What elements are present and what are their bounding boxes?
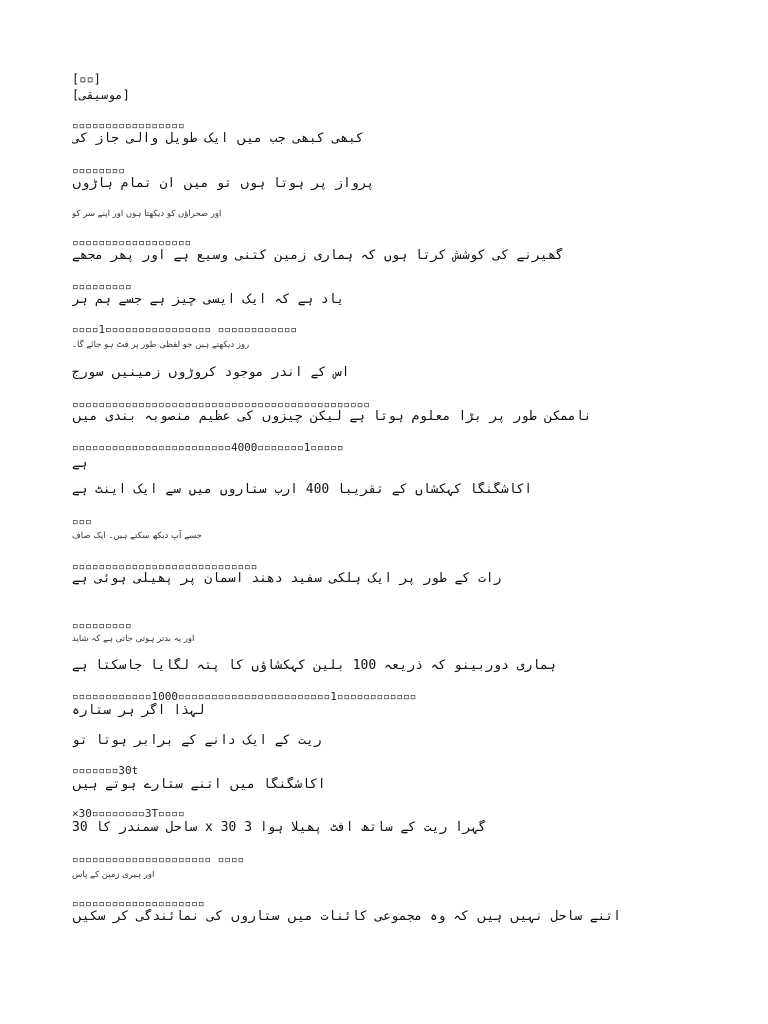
placeholder-line: ▫▫▫▫▫▫▫30t <box>72 764 139 777</box>
placeholder-line: ▫▫▫▫▫▫▫▫▫ <box>72 280 132 293</box>
transcript-line: آکاشگنگا میں اتنے ستارے ہوتے ہیں <box>72 777 326 792</box>
transcript-line-small: اور یہ بدتر ہوتی جاتی ہے کہ شاید <box>72 634 195 644</box>
transcript-line: ہماری دوربینو کہ ذریعہ 100 بلین کہکشاؤں کا پتہ لگایا جاسکتا ہے <box>72 658 556 673</box>
placeholder-line: ▫▫▫▫▫▫▫▫▫▫▫▫▫▫▫▫▫ <box>72 119 185 132</box>
placeholder-line: ▫▫▫▫▫▫▫▫▫▫▫▫▫▫▫▫▫▫▫▫▫▫▫▫4000▫▫▫▫▫▫▫1▫▫▫▫▫ <box>72 441 344 454</box>
transcript-line: 30 ساحل سمندر کا x 30 3 گہرا ریت کے ساتھ آفٹ پھیلا ہوا <box>72 820 487 835</box>
transcript-line: آکاشگنگا کہکشاں کے تقریباً 400 ارب ستاروں میں سے ایک اینٹ ہے <box>72 482 533 497</box>
transcript-line: اتنے ساحل نہیں ہیں کہ وہ مجموعی کائنات میں ستاروں کی نمائندگی کر سکیں <box>72 909 621 924</box>
transcript-line: یاد ہے کہ ایک ایسی چیز ہے جسے ہم ہر <box>72 292 345 307</box>
placeholder-line: ▫▫▫▫▫▫▫▫▫ <box>72 619 132 632</box>
placeholder-line: ×30▫▫▫▫▫▫▫▫3T▫▫▫▫ <box>72 807 185 820</box>
transcript-line-small: اور ہیری زمین کے پاس <box>72 870 155 880</box>
header-title: [موسیقی] <box>72 88 130 102</box>
placeholder-line: ▫▫▫▫▫▫▫▫▫▫▫▫▫▫▫▫▫▫▫▫ <box>72 897 205 910</box>
placeholder-line: ▫▫▫▫▫▫▫▫▫▫▫▫▫▫▫▫▫▫▫▫▫▫▫▫▫▫▫▫▫▫▫▫▫▫▫▫▫▫▫▫▫▫▫▫▫ <box>72 398 371 411</box>
transcript-line: اس کے اندر موجود کروڑوں زمینیں سورج <box>72 365 350 380</box>
transcript-line-small: اور صحراؤں کو دیکھتا ہوں اور اپنے سر کو <box>72 209 222 219</box>
placeholder-line: ▫▫▫▫▫▫▫▫▫▫▫▫▫▫▫▫▫▫▫▫▫ ▫▫▫▫ <box>72 853 245 866</box>
placeholder-line: ▫▫▫▫▫▫▫▫▫▫▫▫▫▫▫▫▫▫▫▫▫▫▫▫▫▫▫▫ <box>72 560 258 573</box>
transcript-line: رات کے طور پر ایک ہلکی سفید دھند آسمان پر پھیلی ہوئی ہے <box>72 571 502 586</box>
transcript-line: لہذا اگر ہر ستارہ <box>72 703 205 718</box>
placeholder-line: ▫▫▫▫▫▫▫▫▫▫▫▫▫▫▫▫▫▫ <box>72 236 192 249</box>
transcript-line: ناممکن طور پر بڑا معلوم ہوتا ہے لیکن چیزوں کی عظیم منصوبہ بندی میں <box>72 409 592 424</box>
placeholder-line: ▫▫▫▫▫▫▫▫ <box>72 164 125 177</box>
transcript-line-small: روز دیکھتے ہیں جو لفظی طور پر فٹ ہو جائے گا۔ <box>72 340 250 350</box>
transcript-line: گھیرنے کی کوشش کرتا ہوں کہ ہماری زمین کتنی وسیع ہے اور پھر مجھے <box>72 248 564 263</box>
placeholder-line: ▫▫▫▫1▫▫▫▫▫▫▫▫▫▫▫▫▫▫▫▫ ▫▫▫▫▫▫▫▫▫▫▫▫ <box>72 323 298 336</box>
transcript-line-small: جسے آپ دیکھ سکتے ہیں۔ ایک صاف <box>72 531 202 541</box>
transcript-line: ہے <box>72 456 88 471</box>
placeholder-line: ▫▫▫▫▫▫▫▫▫▫▫▫1000▫▫▫▫▫▫▫▫▫▫▫▫▫▫▫▫▫▫▫▫▫▫▫1▫▫▫▫▫▫▫▫▫▫▫▫ <box>72 690 417 703</box>
transcript-line: ریت کے ایک دانے کے برابر ہوتا تو <box>72 733 322 748</box>
header-code: [▫▫] <box>72 72 101 86</box>
transcript-line: پرواز پر ہوتا ہوں تو میں ان تمام ہاڑوں <box>72 176 375 191</box>
transcript-line: کبھی کبھی جب میں ایک طویل والی جاز کی <box>72 131 364 146</box>
placeholder-line: ▫▫▫ <box>72 515 92 528</box>
